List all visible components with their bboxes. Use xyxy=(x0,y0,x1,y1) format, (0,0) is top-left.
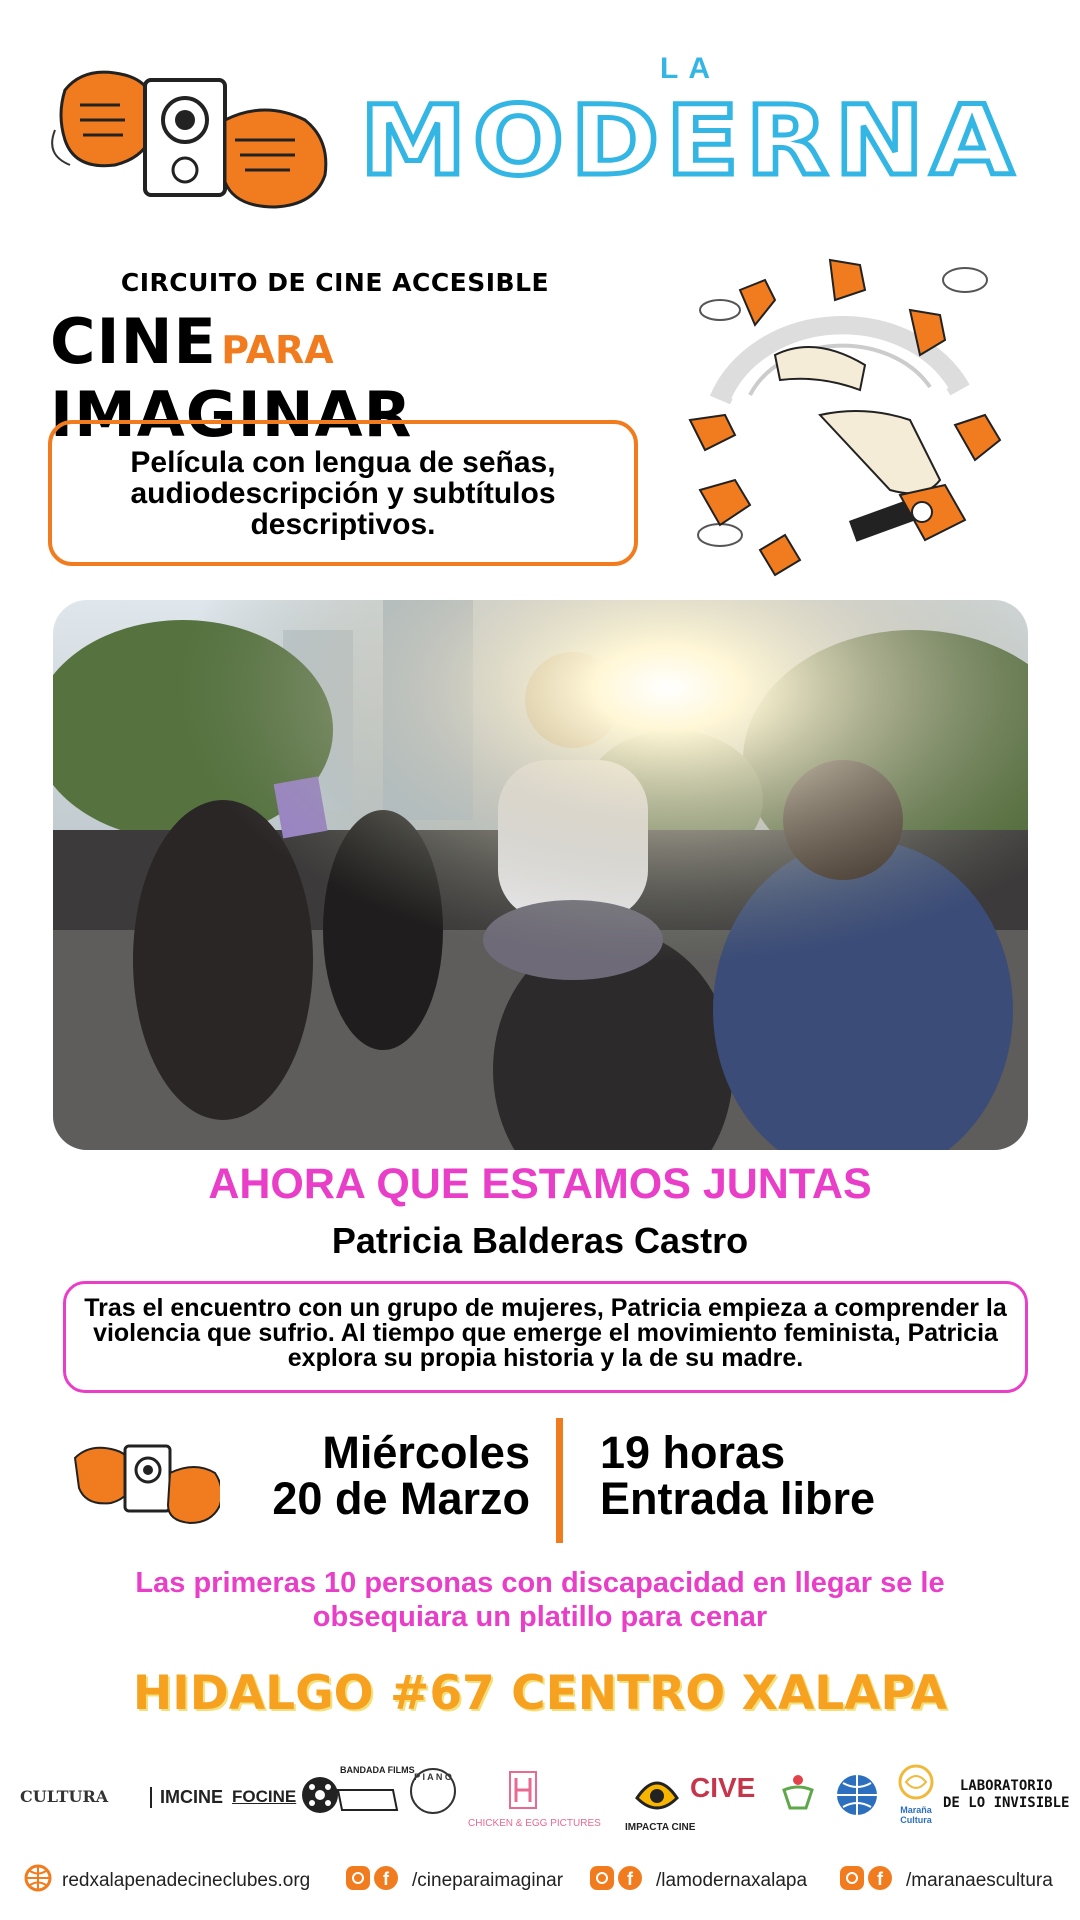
cultura-logo: CULTURA xyxy=(20,1787,109,1806)
piano-logo: P I A N O xyxy=(410,1768,456,1814)
marana-cultura-text: Maraña Cultura xyxy=(900,1805,932,1825)
event-entry: Entrada libre xyxy=(600,1473,876,1524)
accessibility-note: Película con lengua de señas, audiodescripción y subtítulos descriptivos. xyxy=(130,445,556,541)
event-time: 19 horas xyxy=(600,1427,786,1478)
instagram-icon[interactable] xyxy=(590,1866,614,1890)
imcine-logo: IMCINE xyxy=(150,1787,223,1808)
laboratorio-line1: LABORATORIO xyxy=(959,1778,1053,1794)
globe-web-icon xyxy=(24,1864,52,1897)
venue-small-label: LA xyxy=(660,52,720,85)
film-still-photo xyxy=(53,600,1028,1150)
sign-language-hands-collage xyxy=(680,250,1020,585)
laboratorio-line2: DE LO INVISIBLE xyxy=(943,1795,1070,1811)
schedule-divider xyxy=(556,1418,563,1543)
circuit-title-para: PARA xyxy=(221,328,334,372)
synopsis-box xyxy=(63,1281,1028,1393)
human-rights-icon xyxy=(780,1772,816,1817)
marana-cultura-logo xyxy=(892,1764,940,1825)
circuit-title-cine: CINE xyxy=(50,305,217,378)
venue-name-logo xyxy=(350,98,1030,193)
marana-swirl-icon xyxy=(896,1764,936,1800)
event-address: HIDALGO #67 CENTRO XALAPA xyxy=(132,1666,948,1721)
social-handle-maranaescultura[interactable]: /maranaescultura xyxy=(906,1870,1053,1891)
gift-notice: Las primeras 10 personas con discapacidad en llegar se le obsequiara un platillo para cenar xyxy=(135,1567,945,1633)
camera-hands-illustration xyxy=(45,60,335,215)
impacta-logo: IMPACTA CINE xyxy=(625,1822,696,1833)
camera-hands-small-illustration xyxy=(70,1438,220,1533)
venue-name-text: MODERNA xyxy=(360,98,1020,188)
accessibility-note-box xyxy=(48,420,638,566)
chicken-egg-logo: CHICKEN & EGG PICTURES xyxy=(468,1818,601,1829)
facebook-icon[interactable]: f xyxy=(618,1866,642,1890)
film-reel-icon xyxy=(300,1775,400,1815)
globe-icon xyxy=(835,1773,879,1822)
event-day: Miércoles xyxy=(322,1427,530,1478)
social-handle-cineparaimaginar[interactable]: /cineparaimaginar xyxy=(412,1870,564,1891)
focine-logo: FOCINE xyxy=(232,1787,297,1806)
film-title: AHORA QUE ESTAMOS JUNTAS xyxy=(208,1160,872,1208)
synopsis-text: Tras el encuentro con un grupo de mujeres, Patricia empieza a comprender la violencia que sufrio. Al tiempo que emerge el movimiento feminista, Patricia explora su propia historia y la de su madre. xyxy=(84,1294,1007,1372)
facebook-icon[interactable]: f xyxy=(374,1866,398,1890)
instagram-icon[interactable] xyxy=(346,1866,370,1890)
circuit-subtitle: CIRCUITO DE CINE ACCESIBLE xyxy=(120,268,550,297)
social-handle-lamodernaxalapa[interactable]: /lamodernaxalapa xyxy=(656,1870,808,1891)
circuit-title-imaginar: IMAGINAR xyxy=(50,378,413,451)
chicken-egg-icon xyxy=(508,1770,538,1815)
instagram-icon[interactable] xyxy=(840,1866,864,1890)
circuit-title xyxy=(50,305,650,451)
impacta-icon xyxy=(632,1768,682,1823)
website-link[interactable]: redxalapenadecineclubes.org xyxy=(62,1870,311,1891)
facebook-icon[interactable]: f xyxy=(868,1866,892,1890)
laboratorio-logo xyxy=(943,1778,1069,1812)
cive-logo: CIVE xyxy=(690,1772,756,1803)
bandada-films-logo xyxy=(300,1765,415,1817)
bandada-films-text: BANDADA FILMS xyxy=(340,1765,415,1775)
film-director: Patricia Balderas Castro xyxy=(331,1220,749,1261)
event-date: 20 de Marzo xyxy=(272,1473,530,1524)
